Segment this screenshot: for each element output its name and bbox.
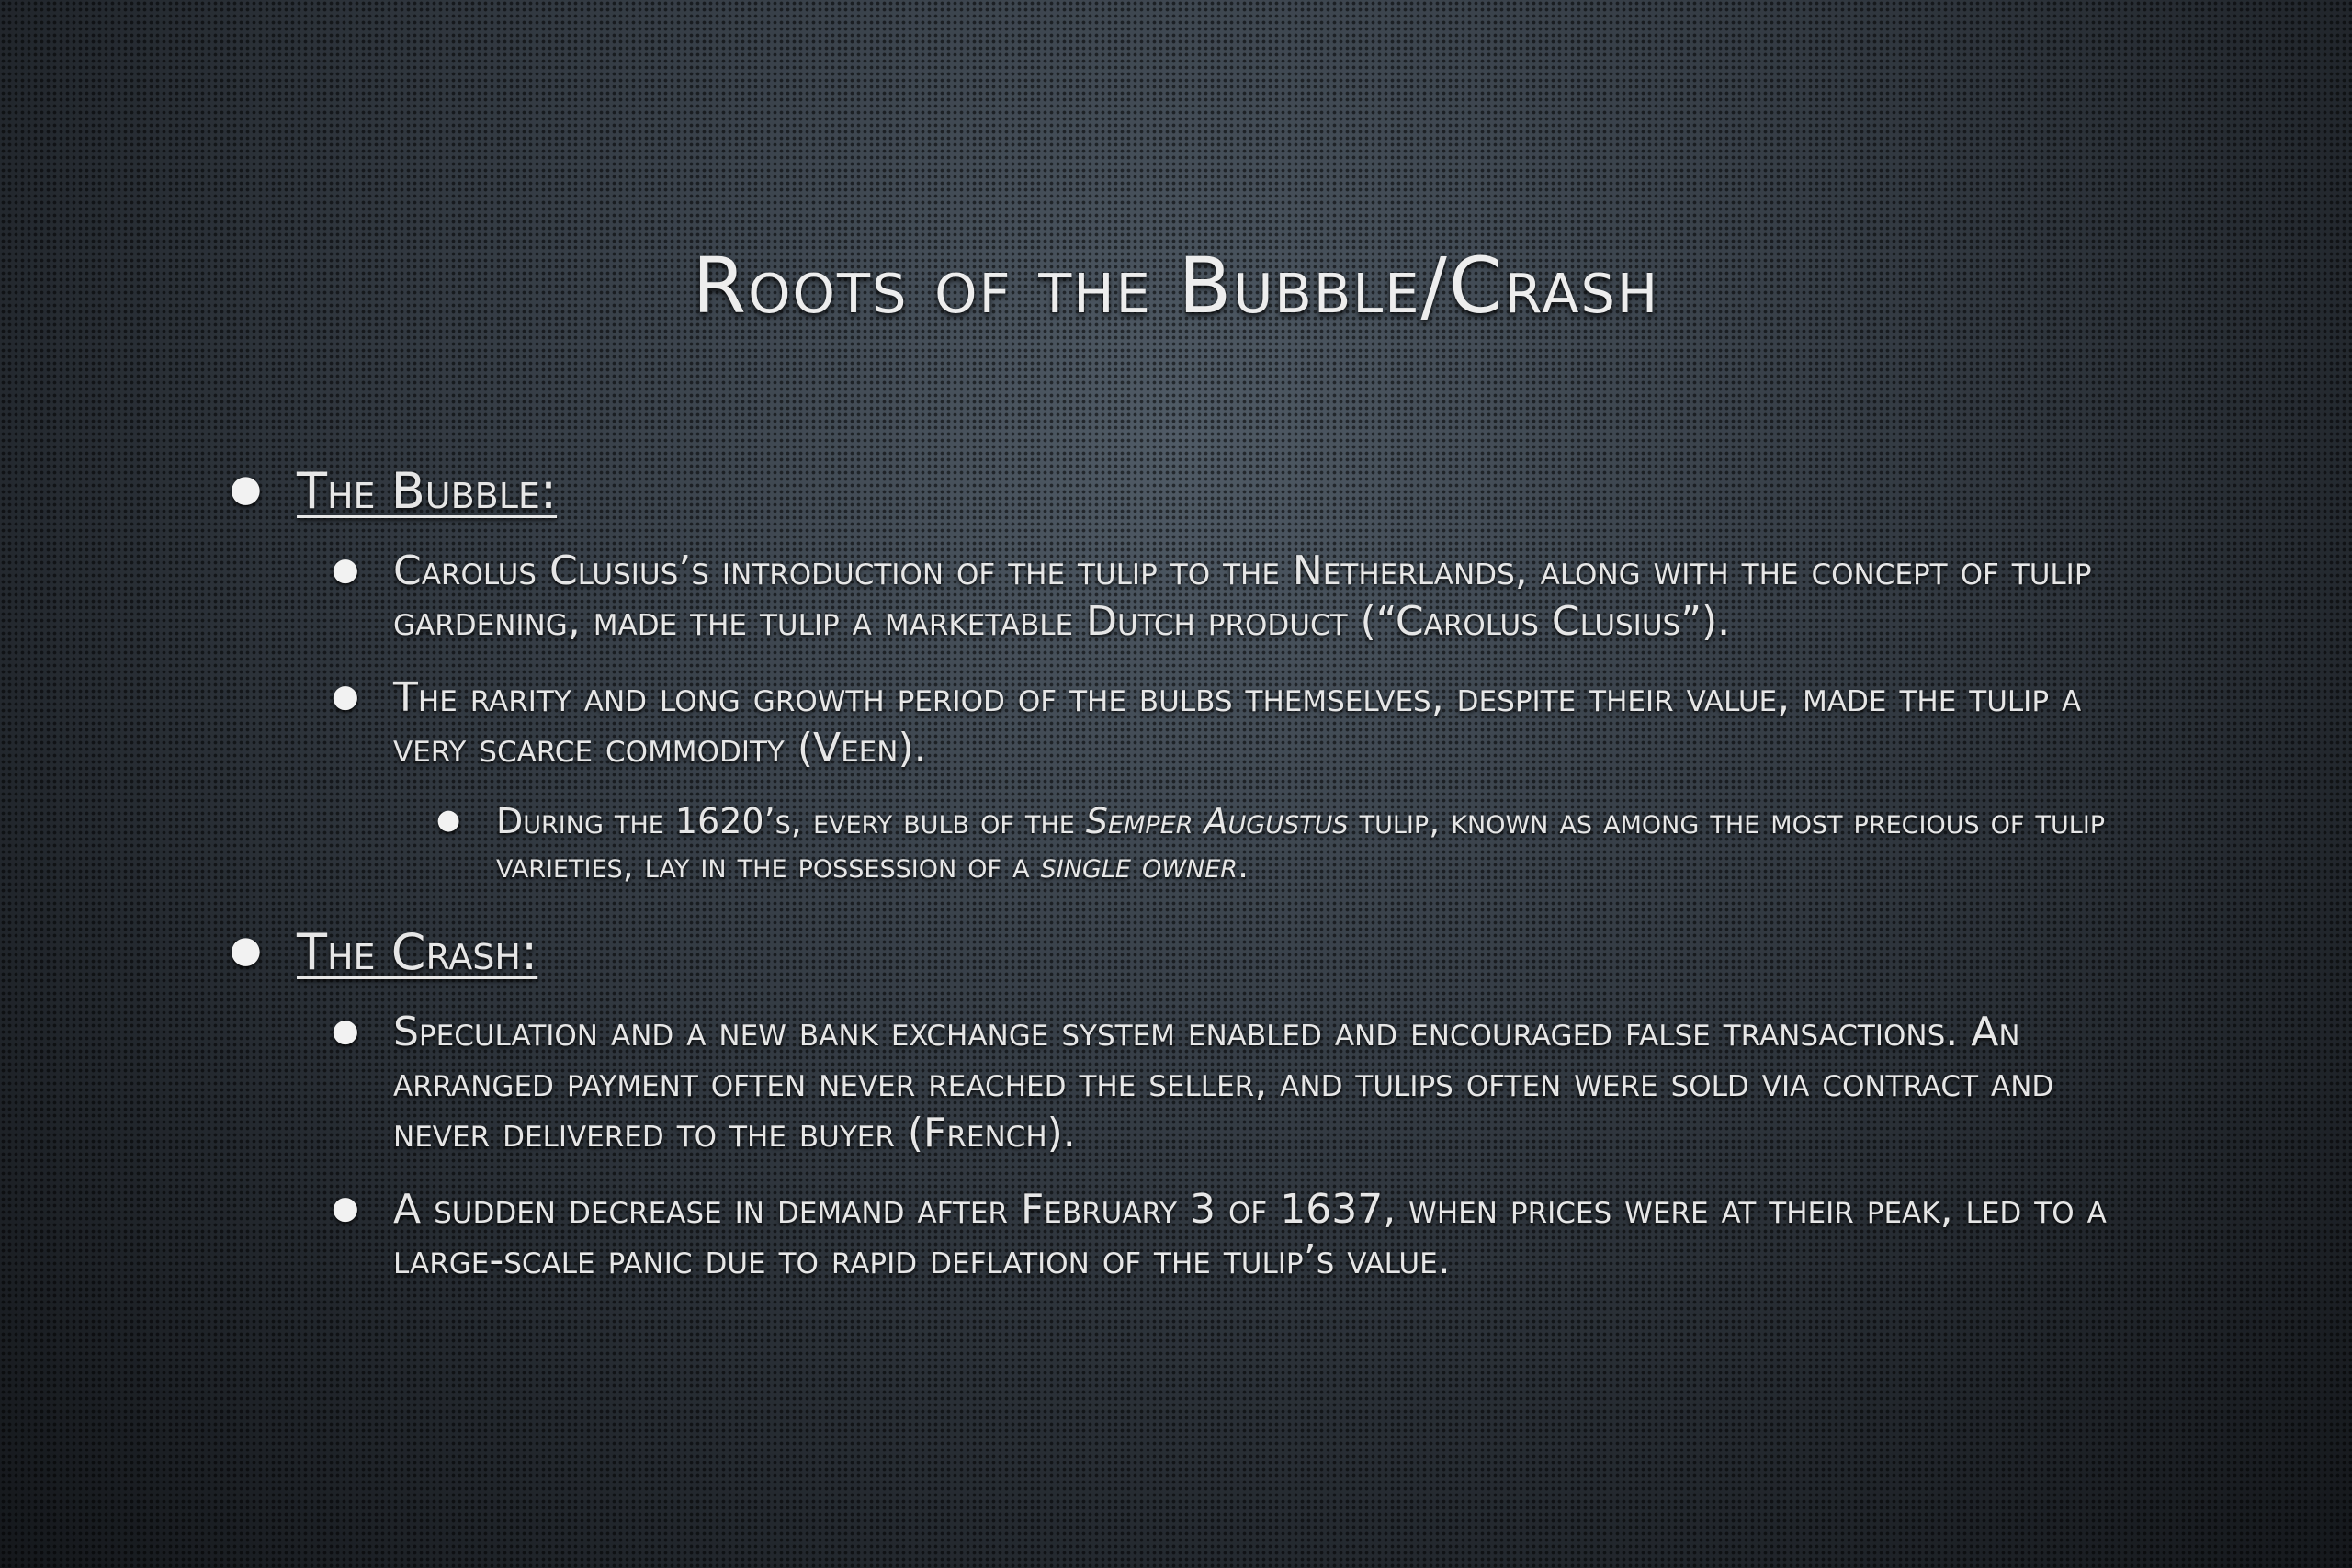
- bullet-icon: ●: [332, 1190, 359, 1226]
- sub-bullet-point: [434, 799, 2118, 887]
- bullet-icon: ●: [332, 1012, 359, 1049]
- sub-bullet-text: [496, 801, 2105, 886]
- italic-term: single owner: [1040, 845, 1238, 886]
- bullet-icon: ●: [230, 468, 262, 510]
- slide-content: [225, 459, 2118, 1311]
- bullet-point: [329, 1184, 2118, 1285]
- section-bubble: [225, 459, 2118, 524]
- bullet-text: A sudden decrease in demand after February 3 of 1637, when prices were at their peak, led to a large-scale panic due to rapid deflation of the tulip’s value.: [393, 1186, 2107, 1283]
- bullet-text: Carolus Clusius’s introduction of the tulip to the Netherlands, along with the concept of tulip gardening, made the tulip a marketable Dutch product (“Carolus Clusius”).: [393, 547, 2092, 645]
- bullet-point: [329, 546, 2118, 647]
- section-heading-bubble: The Bubble:: [297, 462, 558, 520]
- section-crash: [225, 920, 2118, 985]
- sub-bullet-text-part: During the 1620’s, every bulb of the: [496, 801, 1086, 841]
- bullet-text: The rarity and long growth period of the bulbs themselves, despite their value, made the tulip a very scarce commodity (Veen).: [393, 674, 2082, 772]
- section-heading-crash: The Crash:: [297, 923, 538, 981]
- italic-term: Semper Augustus: [1085, 801, 1349, 841]
- bullet-point: [329, 1007, 2118, 1158]
- slide-title: Roots of the Bubble/Crash: [692, 241, 1660, 331]
- bullet-icon: ●: [230, 929, 262, 971]
- bullet-point: [329, 672, 2118, 773]
- bullet-icon: ●: [332, 551, 359, 588]
- sub-bullet-text-part: .: [1238, 845, 1250, 886]
- bullet-icon: ●: [436, 804, 461, 836]
- sub-bullet-text-part: tulip, known as among the most precious of tulip varieties, lay in the possession of a: [496, 801, 2106, 886]
- bullet-text: Speculation and a new bank exchange system enabled and encouraged false transactions. An arranged payment often never reached the seller, and tulips often were sold via contract and never delivered to the buyer (French).: [393, 1009, 2054, 1156]
- bullet-icon: ●: [332, 678, 359, 715]
